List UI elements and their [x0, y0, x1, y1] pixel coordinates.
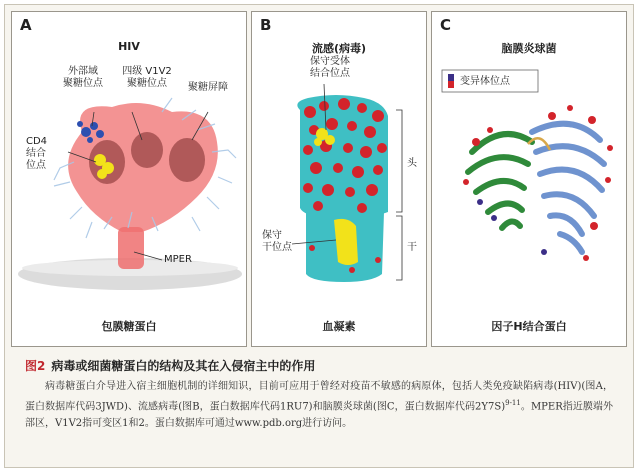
label-glycan-shield: 聚糖屏障 [188, 82, 228, 93]
label-v1v2-line1: 四级 V1V2 [122, 66, 172, 77]
label-outer-glycan-line1: 外部域 [68, 66, 98, 77]
label-cd4-line1: CD4 [26, 136, 48, 147]
legend-label: 变异体位点 [460, 76, 510, 87]
label-stem-site-line1: 保守 [262, 230, 282, 241]
label-head: 头 [407, 158, 417, 169]
label-outer-glycan-line2: 聚糖位点 [63, 78, 103, 89]
variant-sites-purple [477, 199, 547, 255]
caption-figure-number: 图2 [25, 359, 46, 373]
fhbp-illustration [432, 12, 627, 347]
label-stem: 干 [407, 242, 417, 253]
label-receptor-line1: 保守受体 [310, 56, 350, 67]
caption-body-text-2: 。MPER指近膜端外部区，V1V2指可变区1和2。蛋白数据库可通过www.pdb.org进行访问。 [25, 401, 613, 430]
hiv-env-illustration [12, 12, 247, 347]
panel-b-letter: B [260, 16, 272, 34]
caption-title-line [25, 357, 613, 374]
caption-body-text: 病毒糖蛋白介导进入宿主细胞机制的详细知识，目前可应用于曾经对疫苗不敏感的病原体，包括人类免疫缺陷病毒(HIV)(图A，蛋白数据库代码3JWD)、流感病毒(图B，蛋白数据库代码1RU7)和脑膜炎球菌(图C，蛋白数据库代码2Y7S) [25, 381, 613, 413]
label-cd4-line2: 结合 [26, 148, 46, 159]
caption-ref: 9-11 [505, 399, 521, 407]
figure-caption [11, 351, 627, 461]
label-receptor-line2: 结合位点 [310, 68, 350, 79]
fhbp-c-domain [532, 124, 604, 252]
label-cd4-site [26, 136, 47, 172]
caption-title: 病毒或细菌糖蛋白的结构及其在入侵宿主中的作用 [51, 359, 316, 373]
figure [4, 4, 634, 468]
panel-a-hiv [11, 11, 247, 347]
env-stem [118, 227, 144, 269]
panel-c-bottom-label: 因子H结合蛋白 [491, 320, 567, 333]
panel-c-letter: C [440, 16, 452, 34]
label-outer-domain-glycan [48, 66, 118, 90]
label-v1v2-line2: 聚糖位点 [127, 78, 167, 89]
label-receptor-site [300, 56, 360, 80]
panel-b-title: 流感(病毒) [311, 42, 367, 55]
panel-a-title: HIV [118, 40, 140, 53]
panel-b-influenza [251, 11, 427, 347]
legend-swatch-purple [448, 74, 454, 81]
panel-b-bottom-label: 血凝素 [322, 320, 356, 333]
fhbp-n-domain [468, 134, 532, 228]
label-stem-site [262, 230, 292, 254]
panel-a-letter: A [20, 16, 32, 34]
panel-c-title: 脑膜炎球菌 [501, 42, 557, 55]
label-v1v2-glycan [112, 66, 182, 90]
label-stem-site-line2: 干位点 [262, 242, 292, 253]
panel-a-bottom-label: 包膜糖蛋白 [101, 320, 157, 333]
legend-swatch-red [448, 81, 454, 88]
caption-body [25, 378, 613, 432]
label-cd4-line3: 位点 [26, 160, 46, 171]
label-mper: MPER [164, 254, 192, 265]
panel-c-meningococcus [431, 11, 627, 347]
